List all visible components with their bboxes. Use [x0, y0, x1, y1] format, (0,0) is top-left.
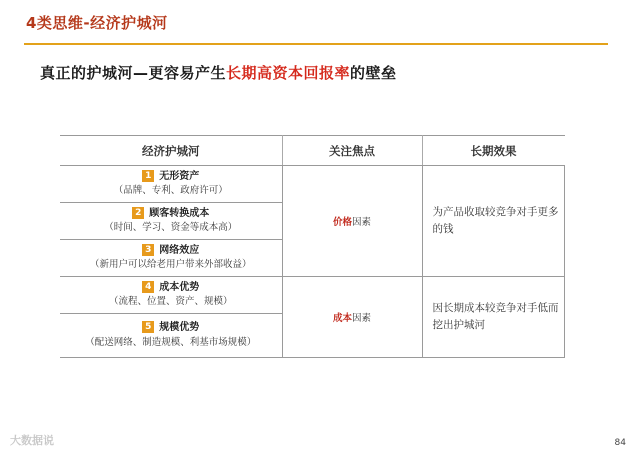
focus-rest: 因素 [352, 217, 372, 228]
moat-item-name: 规模优势 [159, 322, 200, 334]
number-badge: 3 [142, 244, 154, 256]
number-badge: 2 [132, 207, 144, 219]
headline-post: 的壁垒 [350, 64, 397, 82]
table-row [60, 277, 565, 314]
focus-highlight: 价格 [332, 217, 352, 228]
headline [40, 62, 397, 83]
number-badge: 1 [142, 170, 154, 182]
moat-item-desc: （流程、位置、资产、规模） [108, 296, 233, 308]
title-divider [24, 43, 608, 45]
moat-item-name: 网络效应 [159, 244, 200, 256]
watermark-logo: 大数据说 [10, 434, 54, 447]
moat-item-desc: （配送网络、制造规模、利基市场规模） [85, 336, 257, 348]
focus-highlight: 成本 [332, 313, 352, 324]
moat-item-1 [60, 166, 282, 203]
effect-cell-price [422, 166, 565, 277]
effect-cell-cost [422, 277, 565, 358]
header-focus: 关注焦点 [282, 136, 422, 166]
moat-item-3 [60, 240, 282, 277]
effect-text: 因长期成本较竞争对手低而挖出护城河 [432, 302, 559, 331]
headline-pre: 真正的护城河—更容易产生 [40, 64, 227, 82]
slide-title: 4类思维-经济护城河 [26, 14, 168, 32]
focus-rest: 因素 [352, 313, 372, 324]
moat-item-2 [60, 203, 282, 240]
focus-cell-cost [282, 277, 422, 358]
page-number: 84 [614, 438, 626, 448]
moat-item-name: 成本优势 [159, 281, 200, 293]
moat-item-desc: （时间、学习、资金等成本高） [104, 222, 238, 234]
moat-table [60, 135, 565, 358]
moat-item-desc: （品牌、专利、政府许可） [113, 185, 228, 197]
table-row [60, 166, 565, 203]
table-header-row [60, 136, 565, 166]
moat-item-5 [60, 314, 282, 358]
number-badge: 5 [142, 321, 154, 333]
number-badge: 4 [142, 281, 154, 293]
moat-item-name: 无形资产 [159, 170, 200, 182]
headline-highlight: 长期高资本回报率 [226, 64, 351, 82]
header-moat: 经济护城河 [60, 136, 282, 166]
moat-item-desc: （新用户可以给老用户带来外部收益） [89, 259, 252, 271]
effect-text: 为产品收取较竞争对手更多的钱 [432, 206, 559, 235]
header-effect: 长期效果 [422, 136, 565, 166]
moat-item-name: 顾客转换成本 [149, 207, 210, 219]
focus-cell-price [282, 166, 422, 277]
moat-item-4 [60, 277, 282, 314]
